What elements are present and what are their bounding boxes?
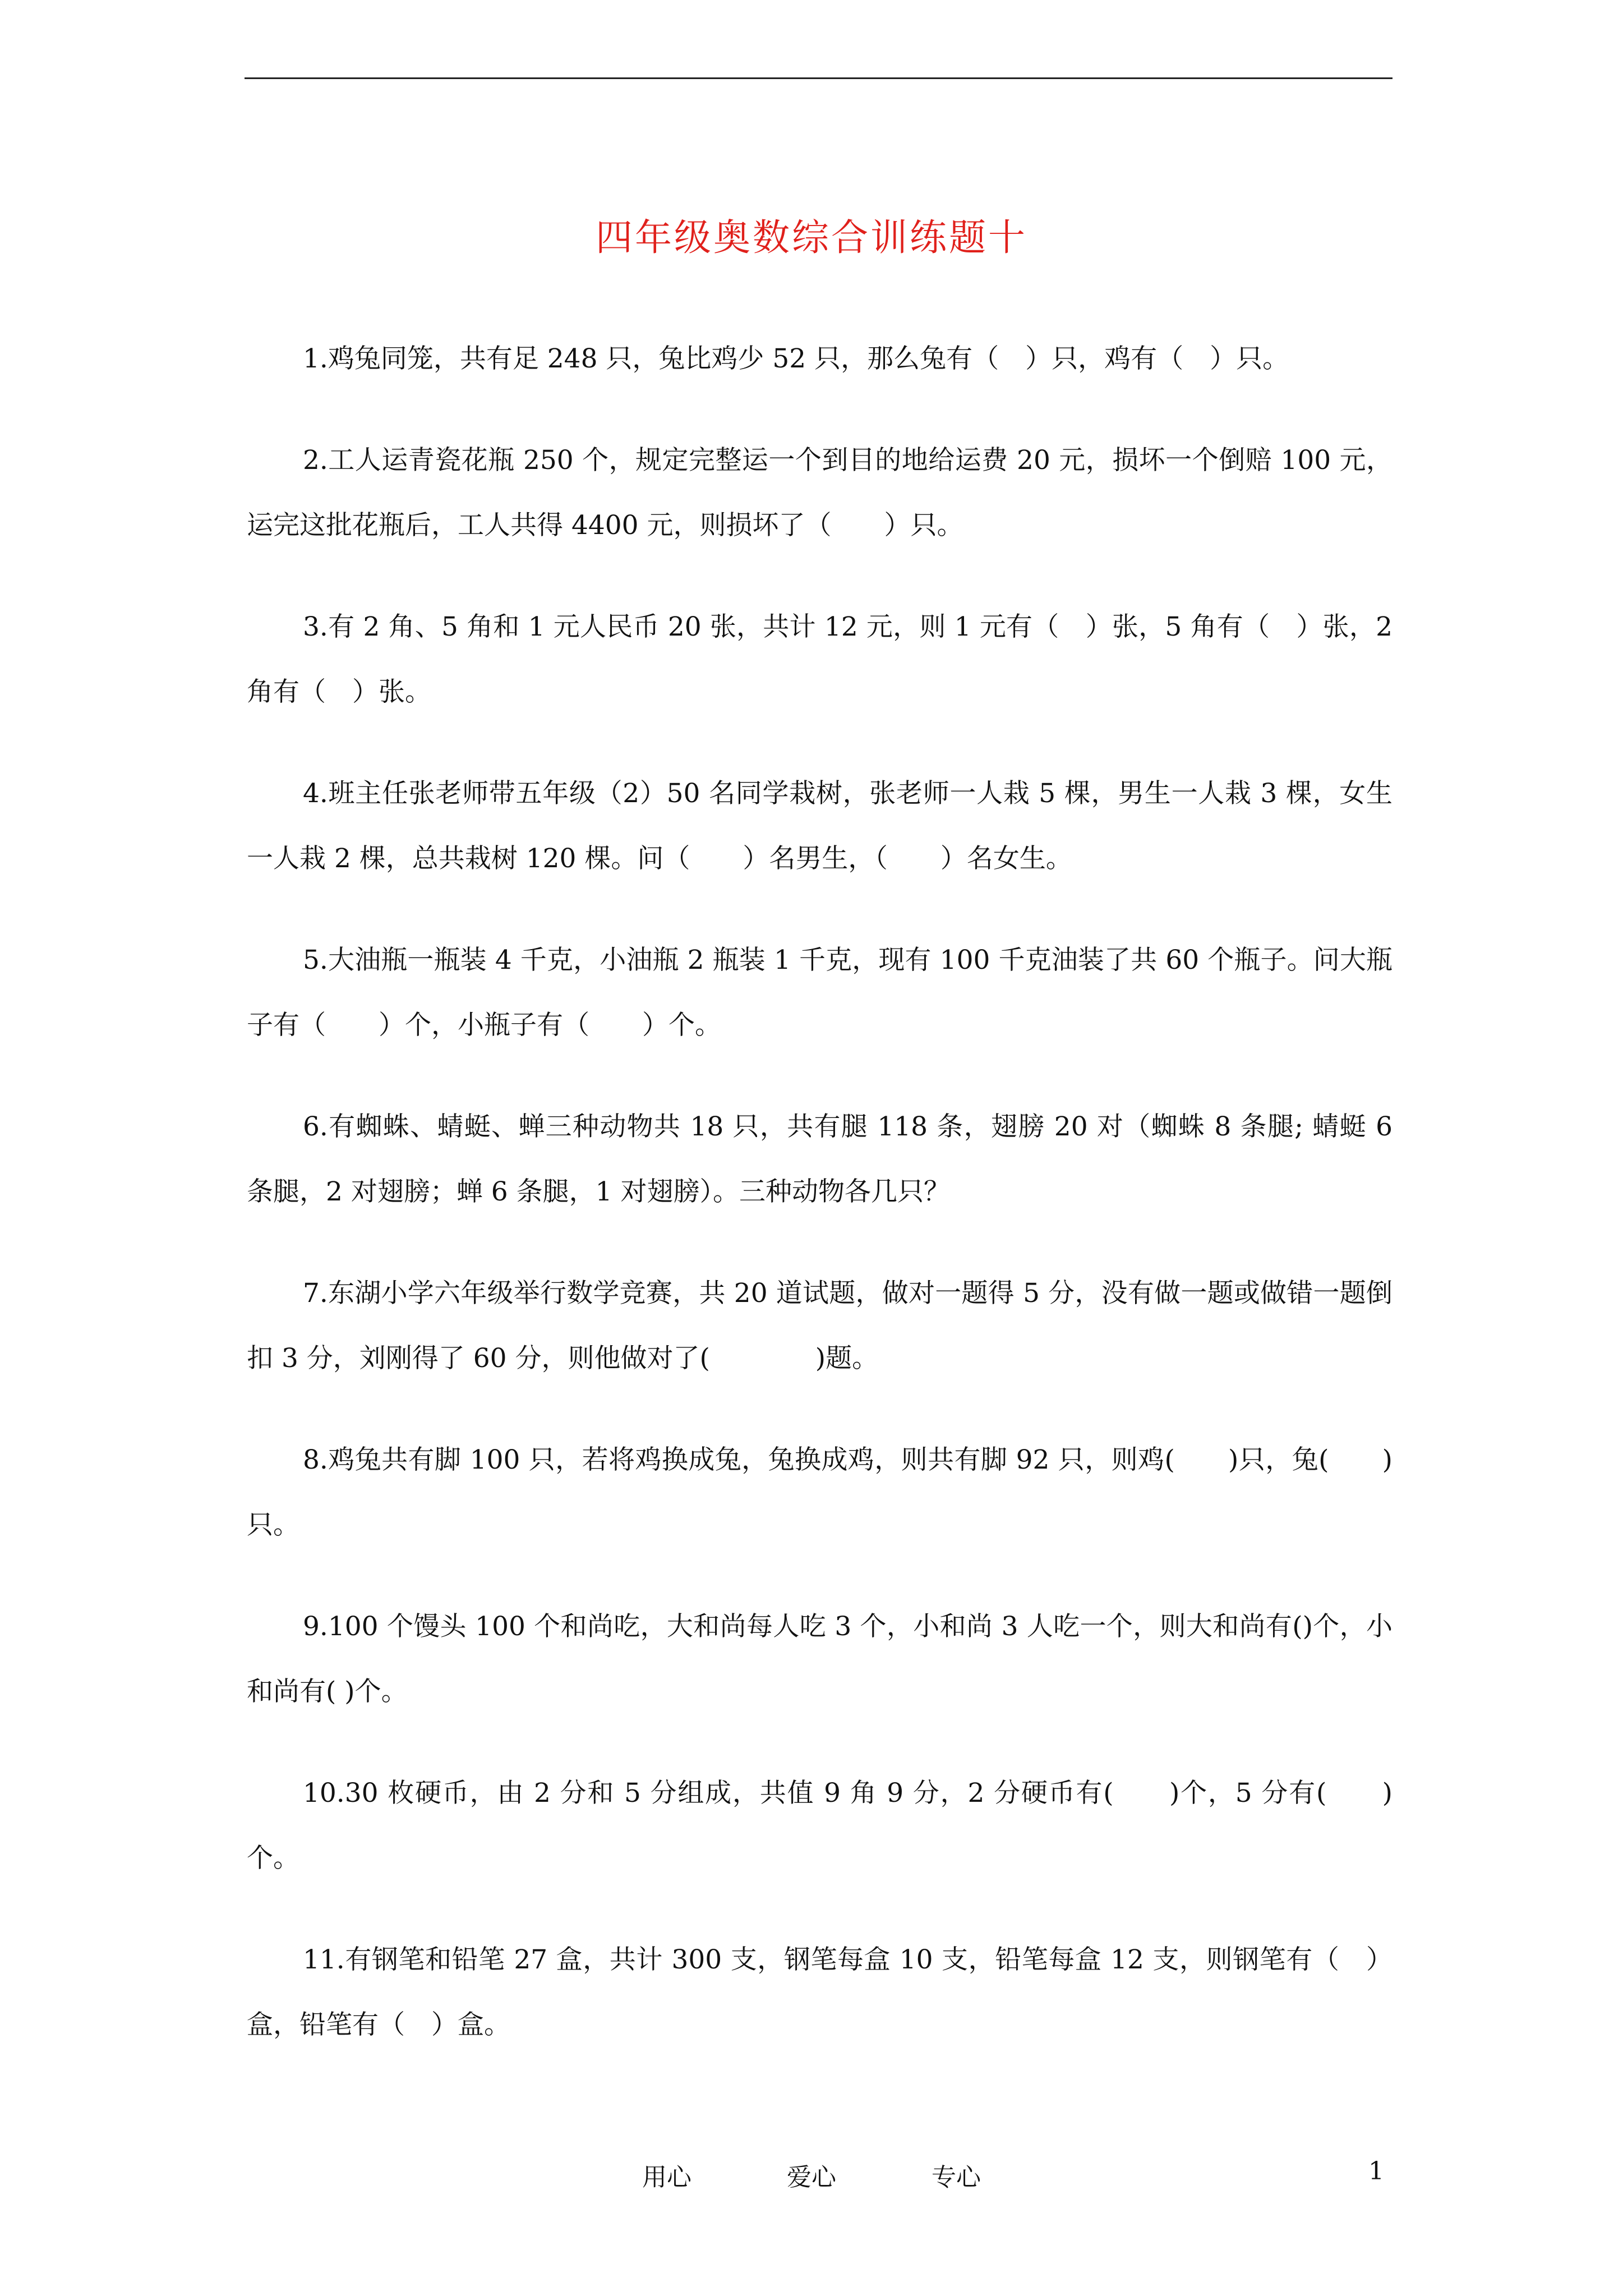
question-11: 11.有钢笔和铅笔 27 盒，共计 300 支，钢笔每盒 10 支，铅笔每盒 12 支，则钢笔有（ ）盒，铅笔有（ ）盒。 — [247, 1944, 1393, 2040]
question-10: 10.30 枚硬币，由 2 分和 5 分组成，共值 9 角 9 分，2 分硬币有( )个，5 分有( )个。 — [247, 1778, 1393, 1874]
question-6: 6.有蜘蛛、蜻蜓、蝉三种动物共 18 只，共有腿 118 条，翅膀 20 对（蜘蛛 8 条腿; 蜻蜓 6 条腿，2 对翅膀；蝉 6 条腿，1 对翅膀）。三种动物各几只？ — [247, 1111, 1393, 1207]
footer-middle-text: 爱心 — [787, 2163, 836, 2192]
question-2: 2.工人运青瓷花瓶 250 个，规定完整运一个到目的地给运费 20 元，损坏一个倒赔 100 元，运完这批花瓶后，工人共得 4400 元，则损坏了（ ）只。 — [247, 445, 1393, 541]
question-1: 1.鸡兔同笼，共有足 248 只，兔比鸡少 52 只，那么兔有（ ）只，鸡有（ ）只。 — [303, 343, 1289, 374]
question-8: 8.鸡兔共有脚 100 只，若将鸡换成兔，兔换成鸡，则共有脚 92 只，则鸡( )只，兔( )只。 — [247, 1444, 1393, 1540]
question-4: 4.班主任张老师带五年级（2）50 名同学栽树，张老师一人栽 5 棵，男生一人栽 3 棵，女生一人栽 2 棵，总共栽树 120 棵。问（ ）名男生，（ ）名女生。 — [247, 778, 1393, 874]
page-number: 1 — [1368, 2157, 1384, 2185]
header-rule — [245, 77, 1393, 79]
question-7: 7.东湖小学六年级举行数学竞赛，共 20 道试题，做对一题得 5 分，没有做一题或做错一题倒扣 3 分，刘刚得了 60 分，则他做对了( )题。 — [247, 1278, 1393, 1374]
page-title: 四年级奥数综合训练题十 — [596, 216, 1027, 259]
question-9: 9.100 个馒头 100 个和尚吃，大和尚每人吃 3 个，小和尚 3 人吃一个，则大和尚有()个，小和尚有( )个。 — [247, 1611, 1393, 1707]
footer-right-text: 专心 — [932, 2163, 981, 2192]
question-5: 5.大油瓶一瓶装 4 千克，小油瓶 2 瓶装 1 千克，现有 100 千克油装了共 60 个瓶子。问大瓶子有（ ）个，小瓶子有（ ）个。 — [247, 945, 1393, 1041]
question-3: 3.有 2 角、5 角和 1 元人民币 20 张，共计 12 元，则 1 元有（ ）张，5 角有（ ）张，2 角有（ ）张。 — [247, 611, 1393, 707]
question-list — [247, 326, 1393, 2094]
footer-left-text: 用心 — [642, 2163, 691, 2192]
